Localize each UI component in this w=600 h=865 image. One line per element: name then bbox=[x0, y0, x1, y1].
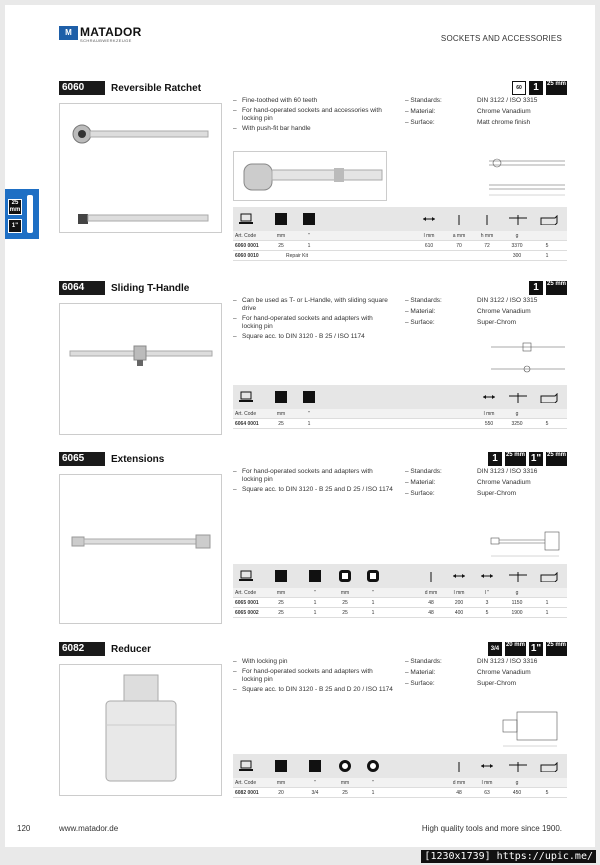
package-icon bbox=[539, 762, 551, 774]
product-code: 6082 bbox=[59, 642, 105, 656]
ratchet-detail-image bbox=[233, 151, 387, 201]
table-row: 6082 0001 20 3/4 25 1 48 63 450 5 bbox=[233, 788, 567, 798]
length-icon bbox=[483, 393, 495, 405]
square-drive-icon bbox=[275, 391, 287, 403]
scale-icon bbox=[509, 762, 521, 774]
round-socket-icon bbox=[367, 760, 379, 772]
table-header: Art. Code mm " mm " d mm l mm l " g bbox=[233, 588, 567, 598]
ratchet-drawing bbox=[485, 151, 567, 201]
width-icon bbox=[453, 215, 465, 227]
scale-icon bbox=[509, 572, 521, 584]
feature-item: – For hand-operated sockets and adapters with locking pin bbox=[233, 315, 393, 331]
reducer-image bbox=[60, 665, 221, 795]
drive-badge: 1 bbox=[488, 452, 502, 466]
feature-item: – For hand-operated sockets and adapters with locking pin bbox=[233, 668, 393, 684]
matador-logo bbox=[59, 26, 142, 43]
feature-list bbox=[233, 297, 393, 343]
table-row: 6065 0002 25 1 25 1 48 400 5 1900 1 bbox=[233, 608, 567, 618]
t-handle-drawing bbox=[489, 339, 567, 383]
length-icon bbox=[481, 762, 493, 774]
table-row: 6060 0010 Repair Kit 300 1 bbox=[233, 251, 567, 261]
wrench-icon bbox=[27, 195, 33, 233]
feature-item: – Square acc. to DIN 3120 - B 25 / ISO 1174 bbox=[233, 333, 393, 341]
diameter-icon bbox=[425, 572, 437, 584]
website-link[interactable]: www.matador.de bbox=[59, 824, 119, 833]
feature-item: – Square acc. to DIN 3120 - B 25 and D 25 / ISO 1174 bbox=[233, 486, 393, 494]
laptop-icon bbox=[239, 391, 253, 403]
drive-badge: 3/4 bbox=[488, 642, 502, 656]
spec-list: – Standards: DIN 3122 / ISO 3315 – Material: Chrome Vanadium – Surface: Matt chrome finish bbox=[405, 97, 565, 130]
product-table bbox=[233, 564, 567, 618]
drive-badge: 1 bbox=[529, 281, 543, 295]
product-title: Extensions bbox=[111, 453, 165, 465]
size-badge: 25 mm bbox=[546, 81, 567, 95]
product-table bbox=[233, 754, 567, 798]
feature-item: – Square acc. to DIN 3120 - B 25 and D 20 / ISO 1174 bbox=[233, 686, 393, 694]
product-title: Sliding T-Handle bbox=[111, 282, 190, 294]
square-socket-icon bbox=[339, 570, 351, 582]
spec-list: – Standards: DIN 3123 / ISO 3316 – Material: Chrome Vanadium – Surface: Super-Chrom bbox=[405, 468, 565, 501]
square-socket-icon bbox=[367, 570, 379, 582]
spec-list: – Standards: DIN 3122 / ISO 3315 – Material: Chrome Vanadium – Surface: Super-Chrom bbox=[405, 297, 565, 330]
scale-icon bbox=[509, 215, 521, 227]
scale-icon bbox=[509, 393, 521, 405]
square-drive-icon bbox=[275, 570, 287, 582]
product-title: Reversible Ratchet bbox=[111, 82, 202, 94]
laptop-icon bbox=[239, 213, 253, 225]
feature-item: – With locking pin bbox=[233, 658, 393, 666]
logo-mark: M bbox=[59, 26, 78, 40]
t-handle-image bbox=[60, 304, 221, 434]
product-code: 6065 bbox=[59, 452, 105, 466]
feature-list bbox=[233, 97, 393, 135]
table-header: Art. Code mm " l mm a mm h mm g bbox=[233, 231, 567, 241]
side-tab-size: 25 mm bbox=[9, 200, 21, 213]
category-title: SOCKETS AND ACCESSORIES bbox=[440, 34, 562, 43]
feature-item: – Can be used as T- or L-Handle, with sliding square drive bbox=[233, 297, 393, 313]
badges bbox=[512, 81, 567, 95]
length-inch-icon bbox=[481, 572, 493, 584]
product-table bbox=[233, 385, 567, 429]
section-6064 bbox=[59, 281, 567, 441]
badges bbox=[529, 281, 567, 295]
section-6082 bbox=[59, 642, 567, 808]
product-photo bbox=[59, 664, 222, 796]
feature-item: – Fine-toothed with 60 teeth bbox=[233, 97, 393, 105]
spec-list: – Standards: DIN 3123 / ISO 3316 – Material: Chrome Vanadium – Surface: Super-Chrom bbox=[405, 658, 565, 691]
square-drive-icon bbox=[275, 760, 287, 772]
square-drive-icon bbox=[303, 213, 315, 225]
size-badge: 20 mm bbox=[505, 642, 526, 656]
table-row: 6065 0001 25 1 25 1 48 200 3 1150 1 bbox=[233, 598, 567, 608]
ratchet-image bbox=[60, 104, 221, 232]
page-number: 120 bbox=[17, 824, 31, 833]
length-icon bbox=[453, 572, 465, 584]
table-header: Art. Code mm " l mm g bbox=[233, 409, 567, 419]
square-drive-icon bbox=[309, 760, 321, 772]
size-badge: 25 mm bbox=[546, 452, 567, 466]
square-drive-icon bbox=[275, 213, 287, 225]
table-row: 6060 0001 25 1 610 70 72 3370 5 bbox=[233, 241, 567, 251]
laptop-icon bbox=[239, 570, 253, 582]
extension-image bbox=[60, 475, 221, 623]
drive-badge: 1 bbox=[529, 81, 543, 95]
side-tab-drive: 1" bbox=[8, 219, 22, 233]
product-photo bbox=[59, 103, 222, 233]
badges bbox=[488, 642, 567, 656]
package-icon bbox=[539, 215, 551, 227]
laptop-icon bbox=[239, 760, 253, 772]
product-code: 6060 bbox=[59, 81, 105, 95]
footer-tagline: High quality tools and more since 1900. bbox=[421, 824, 562, 833]
product-table bbox=[233, 207, 567, 261]
badges bbox=[488, 452, 567, 466]
reducer-drawing bbox=[499, 706, 567, 750]
product-photo bbox=[59, 474, 222, 624]
size-badge: 25 mm bbox=[546, 642, 567, 656]
length-icon bbox=[423, 215, 435, 227]
size-badge: 25 mm bbox=[505, 452, 526, 466]
ratchet-teeth-badge: 60 bbox=[512, 81, 526, 95]
table-header: Art. Code mm " mm " d mm l mm g bbox=[233, 778, 567, 788]
package-icon bbox=[539, 572, 551, 584]
package-icon bbox=[539, 393, 551, 405]
section-6065 bbox=[59, 452, 567, 632]
size-badge: 25 mm bbox=[546, 281, 567, 295]
side-tab bbox=[5, 189, 39, 239]
catalog-page bbox=[5, 5, 595, 847]
feature-list bbox=[233, 468, 393, 496]
square-drive-icon bbox=[309, 570, 321, 582]
feature-item: – For hand-operated sockets and adapters with locking pin bbox=[233, 468, 393, 484]
product-code: 6064 bbox=[59, 281, 105, 295]
feature-item: – For hand-operated sockets and accessories with locking pin bbox=[233, 107, 393, 123]
product-title: Reducer bbox=[111, 643, 152, 655]
table-row: 6064 0001 25 1 550 3250 5 bbox=[233, 419, 567, 429]
feature-list bbox=[233, 658, 393, 696]
drive-badge: 1" bbox=[530, 453, 542, 464]
section-6060 bbox=[59, 81, 567, 261]
diameter-icon bbox=[453, 762, 465, 774]
round-socket-icon bbox=[339, 760, 351, 772]
drive-badge: 1" bbox=[530, 643, 542, 654]
brand-name: MATADOR bbox=[80, 25, 142, 39]
watermark: [1230x1739] https://upic.me/ bbox=[421, 850, 596, 863]
product-photo bbox=[59, 303, 222, 435]
brand-sub: SCHRAUBWERKZEUGE bbox=[80, 38, 132, 43]
square-drive-icon bbox=[303, 391, 315, 403]
height-icon bbox=[481, 215, 493, 227]
extension-drawing bbox=[489, 524, 567, 564]
feature-item: – With push-fit bar handle bbox=[233, 125, 393, 133]
